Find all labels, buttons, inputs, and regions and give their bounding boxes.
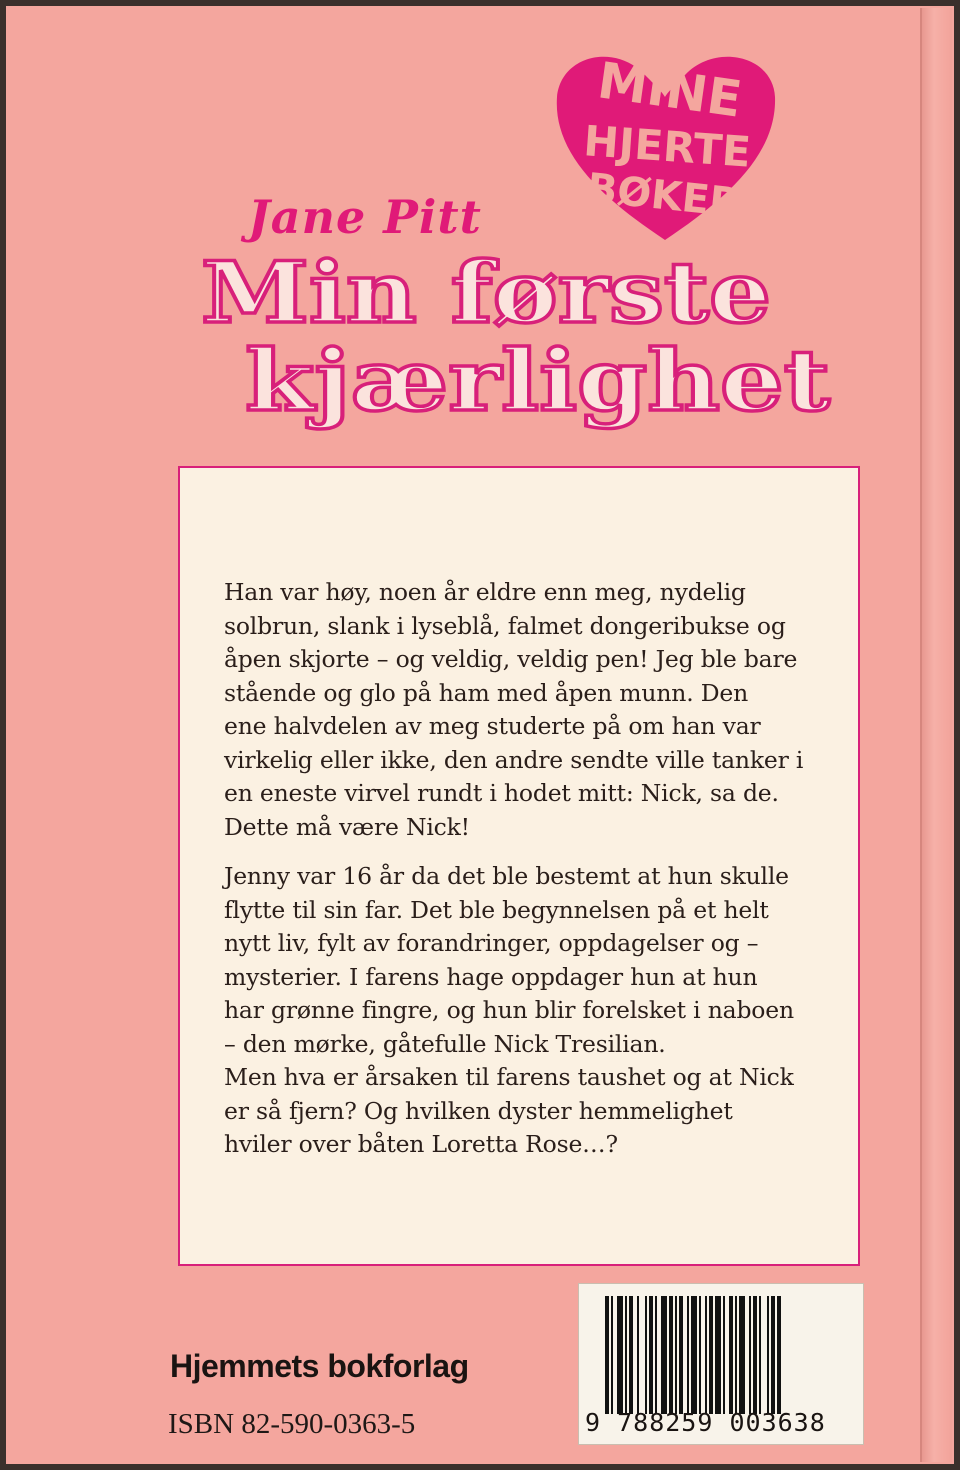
barcode-bar — [649, 1296, 653, 1414]
barcode-bar — [723, 1296, 725, 1414]
barcode-bar — [759, 1296, 761, 1414]
barcode-bar — [625, 1296, 627, 1414]
barcode-bar — [675, 1296, 677, 1414]
barcode-bar — [777, 1296, 781, 1414]
barcode-bar — [645, 1296, 647, 1414]
barcode-bar — [771, 1296, 775, 1414]
barcode — [605, 1296, 845, 1414]
barcode-bar — [709, 1296, 713, 1414]
barcode-bar — [617, 1296, 623, 1414]
barcode-bar — [753, 1296, 757, 1414]
barcode-bar — [655, 1296, 657, 1414]
barcode-bar — [735, 1296, 737, 1414]
barcode-bar — [749, 1296, 751, 1414]
barcode-bar — [687, 1296, 689, 1414]
logo-line-2: HJERTE — [582, 116, 753, 177]
barcode-bar — [679, 1296, 683, 1414]
barcode-bar — [669, 1296, 673, 1414]
book-spine-edge — [920, 8, 952, 1462]
isbn-number: ISBN 82-590-0363-5 — [168, 1408, 416, 1440]
author-name: Jane Pitt — [248, 190, 482, 244]
barcode-bar — [629, 1296, 633, 1414]
barcode-bar — [661, 1296, 667, 1414]
blurb-panel — [178, 466, 860, 1266]
blurb-paragraph-1: Han var høy, noen år eldre enn meg, nydelig solbrun, slank i lyseblå, falmet dongeribukse og åpen skjorte – og veldig, veldig pen! Jeg ble bare stående og glo på ham med åpen munn. Den ene halvdelen av meg studerte på om han var virkelig eller ikke, den andre sendte ville tanker i en eneste virvel rundt i hodet mitt: Nick, sa de. Dette må være Nick! — [224, 578, 804, 841]
logo-line-3: BØKER — [584, 165, 743, 227]
barcode-bar — [729, 1296, 733, 1414]
logo-line-1: MINE — [594, 51, 746, 129]
barcode-bar — [691, 1296, 697, 1414]
title-line-2: kjærlighet — [245, 331, 831, 430]
barcode-bar — [637, 1296, 639, 1414]
series-heart-logo — [545, 35, 785, 250]
book-title — [195, 250, 855, 440]
barcode-bar — [611, 1296, 613, 1414]
barcode-bar — [605, 1296, 609, 1414]
publisher-name: Hjemmets bokforlag — [170, 1348, 469, 1384]
barcode-bar — [767, 1296, 769, 1414]
barcode-bar — [699, 1296, 701, 1414]
blurb-paragraph-2: Jenny var 16 år da det ble bestemt at hun skulle flytte til sin far. Det ble begynnelsen på et helt nytt liv, fylt av forandringer, oppdagelser og – mysterier. I farens hage oppdager hun at hun har grønne fingre, og hun blir forelsket i naboen – den mørke, gåtefulle Nick Tresilian. Men hva er årsaken til farens taushet og at Nick er så fjern? Og hvilken dyster hemmelighet hviler over båten Loretta Rose…? — [224, 862, 794, 1158]
title-line-1: Min første — [201, 250, 771, 342]
barcode-label — [578, 1283, 864, 1445]
barcode-bar — [715, 1296, 721, 1414]
barcode-number: 9 788259 003638 — [585, 1408, 826, 1437]
blurb-text — [224, 576, 844, 1178]
barcode-bar — [705, 1296, 707, 1414]
barcode-bar — [739, 1296, 745, 1414]
